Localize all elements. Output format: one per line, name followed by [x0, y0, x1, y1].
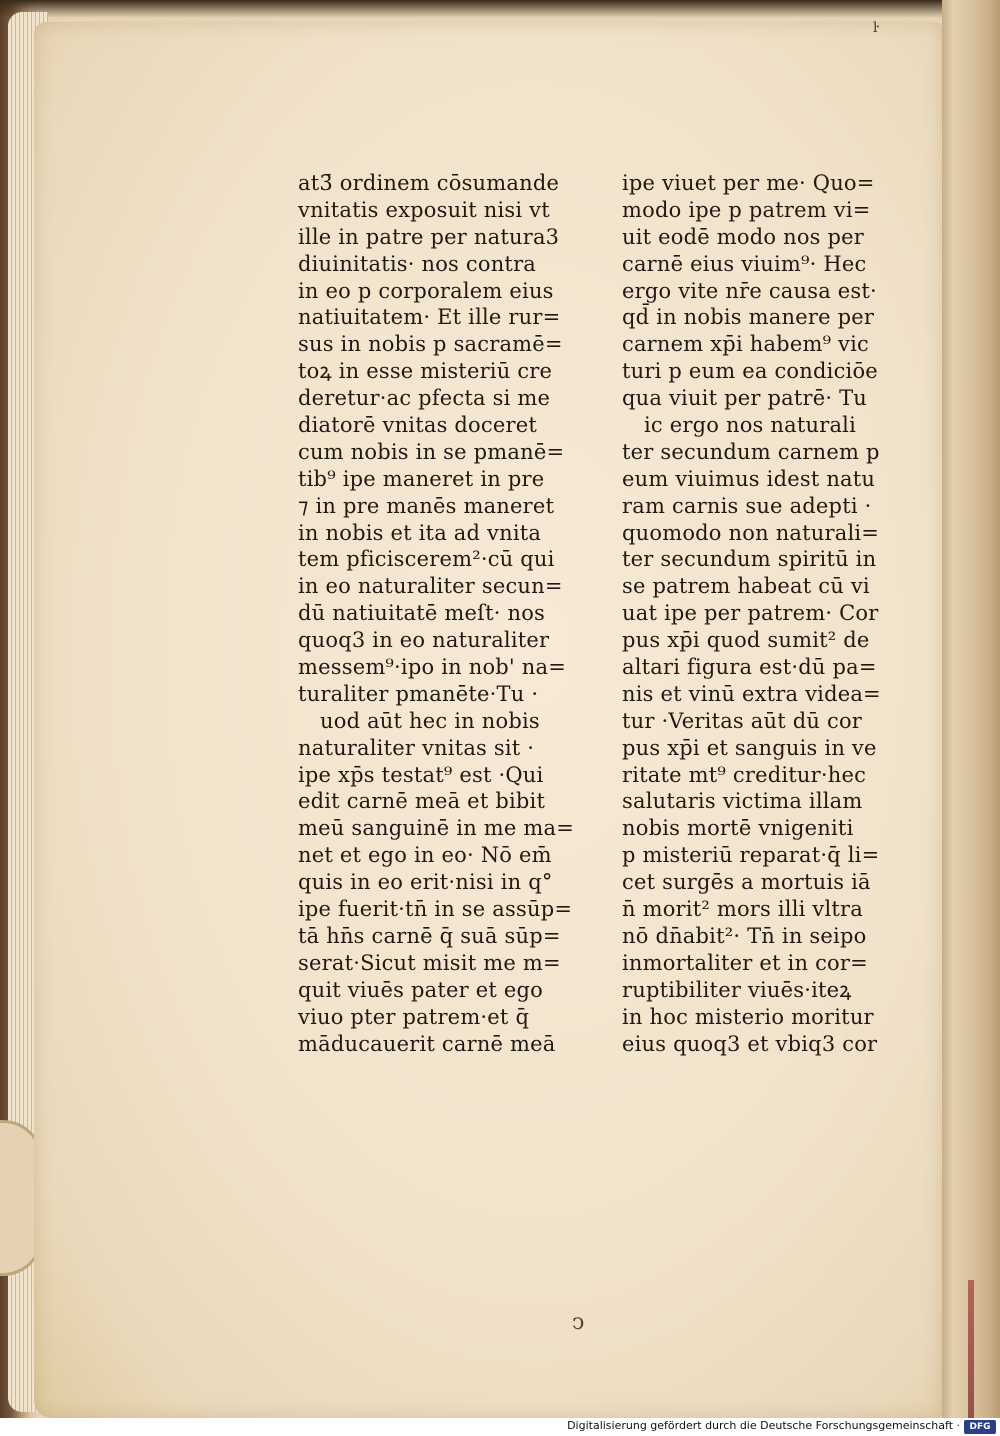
- text-line: net et ego in eo· Nō em̄: [298, 843, 552, 868]
- text-line: māducauerit carnē meā: [298, 1031, 556, 1056]
- top-shadow: [0, 0, 1000, 18]
- text-line: pus xp̄i et sanguis in ve: [622, 735, 877, 760]
- text-line: pus xp̄i quod sumit² de: [622, 628, 870, 653]
- text-line: salutaris victima illam: [622, 789, 863, 814]
- funding-credit: Digitalisierung gefördert durch die Deutsche Forschungsgemeinschaft ·: [567, 1419, 960, 1432]
- text-line: tem pficiscerem²·cū qui: [298, 547, 555, 572]
- text-line: modo ipe p patrem vi=: [622, 197, 871, 222]
- text-line: n̄ morit² mors illi vltra: [622, 897, 864, 922]
- right-page-edge: [942, 0, 1000, 1420]
- red-edge-mark: [968, 1280, 974, 1420]
- text-line: vnitatis exposuit nisi vt: [298, 197, 550, 222]
- text-column-left: [298, 170, 580, 1057]
- text-line: uit eodē modo nos per: [622, 224, 865, 249]
- text-line: ipe viuet per me· Quo=: [622, 171, 875, 195]
- text-line: deretur·ac pfecta si me: [298, 386, 551, 411]
- text-line: messem⁹·ipo in nob' na=: [298, 655, 567, 680]
- signature-mark: ↄ: [572, 1310, 585, 1335]
- text-line: ille in patre per natura3: [298, 224, 560, 249]
- text-line: edit carnē meā et bibit: [298, 789, 546, 814]
- text-line: quomodo non naturali=: [622, 520, 880, 545]
- text-line: tur ·Veritas aūt dū cor: [622, 708, 863, 733]
- text-line: in nobis et ita ad vnita: [298, 520, 542, 545]
- folio-mark: ŀ: [873, 20, 878, 36]
- text-line: p misteriū reparat·q̄ li=: [622, 843, 880, 868]
- text-line: natiuitatem· Et ille rur=: [298, 305, 561, 330]
- text-line: nobis mortē vnigeniti: [622, 816, 854, 841]
- text-line: inmortaliter et in cor=: [622, 950, 868, 975]
- text-line: quit viuēs pater et ego: [298, 977, 543, 1002]
- text-line: nis et vinū extra videa=: [622, 681, 881, 706]
- text-line: turi p eum ea condiciōe: [622, 359, 878, 384]
- text-line: tib⁹ ipe maneret in pre: [298, 466, 545, 491]
- text-line: dū natiuitatē meſt· nos: [298, 601, 546, 626]
- text-line: qua viuit per patrē· Tu: [622, 386, 868, 411]
- text-line: ipe fuerit·tn̄ in se assūp=: [298, 897, 573, 922]
- text-line: cet surgēs a mortuis iā: [622, 870, 871, 895]
- text-line: nō dn̄abit²· Tn̄ in seipo: [622, 923, 867, 948]
- text-line: ritate mt⁹ creditur·hec: [622, 762, 867, 787]
- text-line: se patrem habeat cū vi: [622, 574, 870, 599]
- text-line: uat ipe per patrem· Cor: [622, 601, 879, 626]
- text-line: diatorē vnitas doceret: [298, 413, 537, 438]
- text-line: in eo naturaliter secun=: [298, 574, 563, 599]
- text-line: ipe xp̄s testat⁹ est ·Qui: [298, 762, 544, 787]
- dfg-logo: DFG: [964, 1420, 996, 1434]
- text-line: uod aūt hec in nobis: [320, 708, 540, 733]
- text-line: ruptibiliter viuēs·iteꝝ: [622, 977, 852, 1002]
- text-line: turaliter pmanēte·Tu ·: [298, 681, 539, 706]
- text-line: qd̄ in nobis manere per: [622, 305, 875, 330]
- text-line: ⁊ in pre manēs maneret: [298, 493, 555, 518]
- text-line: quis in eo erit·nisi in q°: [298, 870, 553, 895]
- text-line: tā hn̄s carnē q̄ suā sūp=: [298, 923, 561, 948]
- text-line: viuo pter patrem·et q̄: [298, 1004, 530, 1029]
- text-line: meū sanguinē in me ma=: [298, 816, 575, 841]
- text-line: in eo p corporalem eius: [298, 278, 554, 303]
- text-line: altari figura est·dū pa=: [622, 655, 877, 680]
- text-line: diuinitatis· nos contra: [298, 251, 537, 276]
- text-line: naturaliter vnitas sit ·: [298, 735, 535, 760]
- text-line: sus in nobis p sacramē=: [298, 332, 563, 357]
- text-line: cum nobis in se pmanē=: [298, 439, 565, 464]
- text-column-right: [622, 170, 902, 1057]
- text-line: ic ergo nos naturali: [644, 413, 857, 438]
- text-line: toꝝ in esse misteriū cre: [298, 359, 553, 384]
- text-line: serat·Sicut misit me m=: [298, 950, 561, 975]
- text-line: in hoc misterio moritur: [622, 1004, 874, 1029]
- text-line: carnem xp̄i habem⁹ vic: [622, 332, 870, 357]
- text-line: ram carnis sue adepti ·: [622, 493, 872, 518]
- text-line: quoq3 in eo naturaliter: [298, 628, 550, 653]
- text-line: carnē eius viuim⁹· Hec: [622, 251, 867, 276]
- text-line: ter secundum carnem p: [622, 439, 880, 464]
- text-line: ergo vite nr̄e causa est·: [622, 278, 877, 303]
- text-line: ter secundum spiritū in: [622, 547, 877, 572]
- text-line: eum viuimus idest natu: [622, 466, 876, 491]
- text-line: eius quoq3 et vbiq3 cor: [622, 1031, 878, 1056]
- text-line: at3̄ ordinem cōsumande: [298, 171, 560, 195]
